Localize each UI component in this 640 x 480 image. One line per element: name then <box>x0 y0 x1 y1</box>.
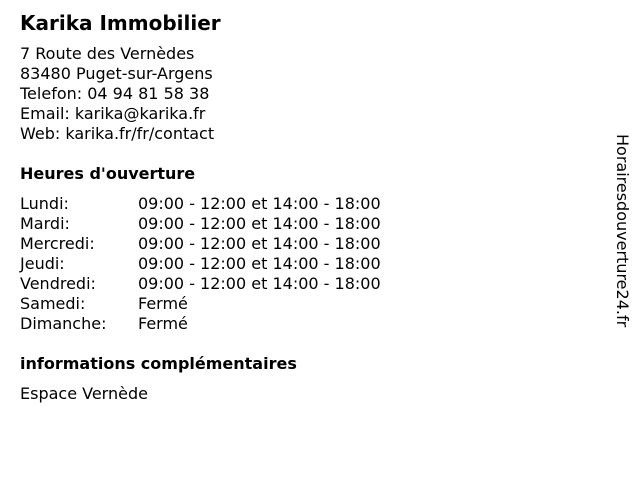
opening-hours-heading: Heures d'ouverture <box>20 164 196 183</box>
day-hours: 09:00 - 12:00 et 14:00 - 18:00 <box>138 234 381 253</box>
day-hours: Fermé <box>138 314 188 333</box>
phone-line: Telefon: 04 94 81 58 38 <box>20 84 210 103</box>
day-label: Lundi: <box>20 194 69 213</box>
address-city: 83480 Puget-sur-Argens <box>20 64 213 83</box>
day-label: Dimanche: <box>20 314 107 333</box>
day-hours: 09:00 - 12:00 et 14:00 - 18:00 <box>138 214 381 233</box>
day-label: Samedi: <box>20 294 86 313</box>
day-hours: 09:00 - 12:00 et 14:00 - 18:00 <box>138 274 381 293</box>
day-hours: Fermé <box>138 294 188 313</box>
hours-row-tuesday <box>20 214 580 234</box>
opening-hours-table <box>20 194 580 334</box>
hours-row-sunday <box>20 314 580 334</box>
business-card <box>20 10 580 404</box>
hours-row-friday <box>20 274 580 294</box>
hours-row-monday <box>20 194 580 214</box>
day-label: Mardi: <box>20 214 70 233</box>
web-line: Web: karika.fr/fr/contact <box>20 124 215 143</box>
additional-info-text: Espace Vernède <box>20 384 148 403</box>
day-label: Vendredi: <box>20 274 96 293</box>
day-hours: 09:00 - 12:00 et 14:00 - 18:00 <box>138 194 381 213</box>
brand-watermark-text: Horairesdouverture24.fr <box>613 134 632 328</box>
day-hours: 09:00 - 12:00 et 14:00 - 18:00 <box>138 254 381 273</box>
hours-row-saturday <box>20 294 580 314</box>
day-label: Jeudi: <box>20 254 65 273</box>
hours-row-wednesday <box>20 234 580 254</box>
additional-info-heading: informations complémentaires <box>20 354 297 373</box>
email-line: Email: karika@karika.fr <box>20 104 206 123</box>
hours-row-thursday <box>20 254 580 274</box>
address-street: 7 Route des Vernèdes <box>20 44 195 63</box>
business-name: Karika Immobilier <box>20 11 221 35</box>
day-label: Mercredi: <box>20 234 95 253</box>
brand-watermark <box>612 134 636 344</box>
